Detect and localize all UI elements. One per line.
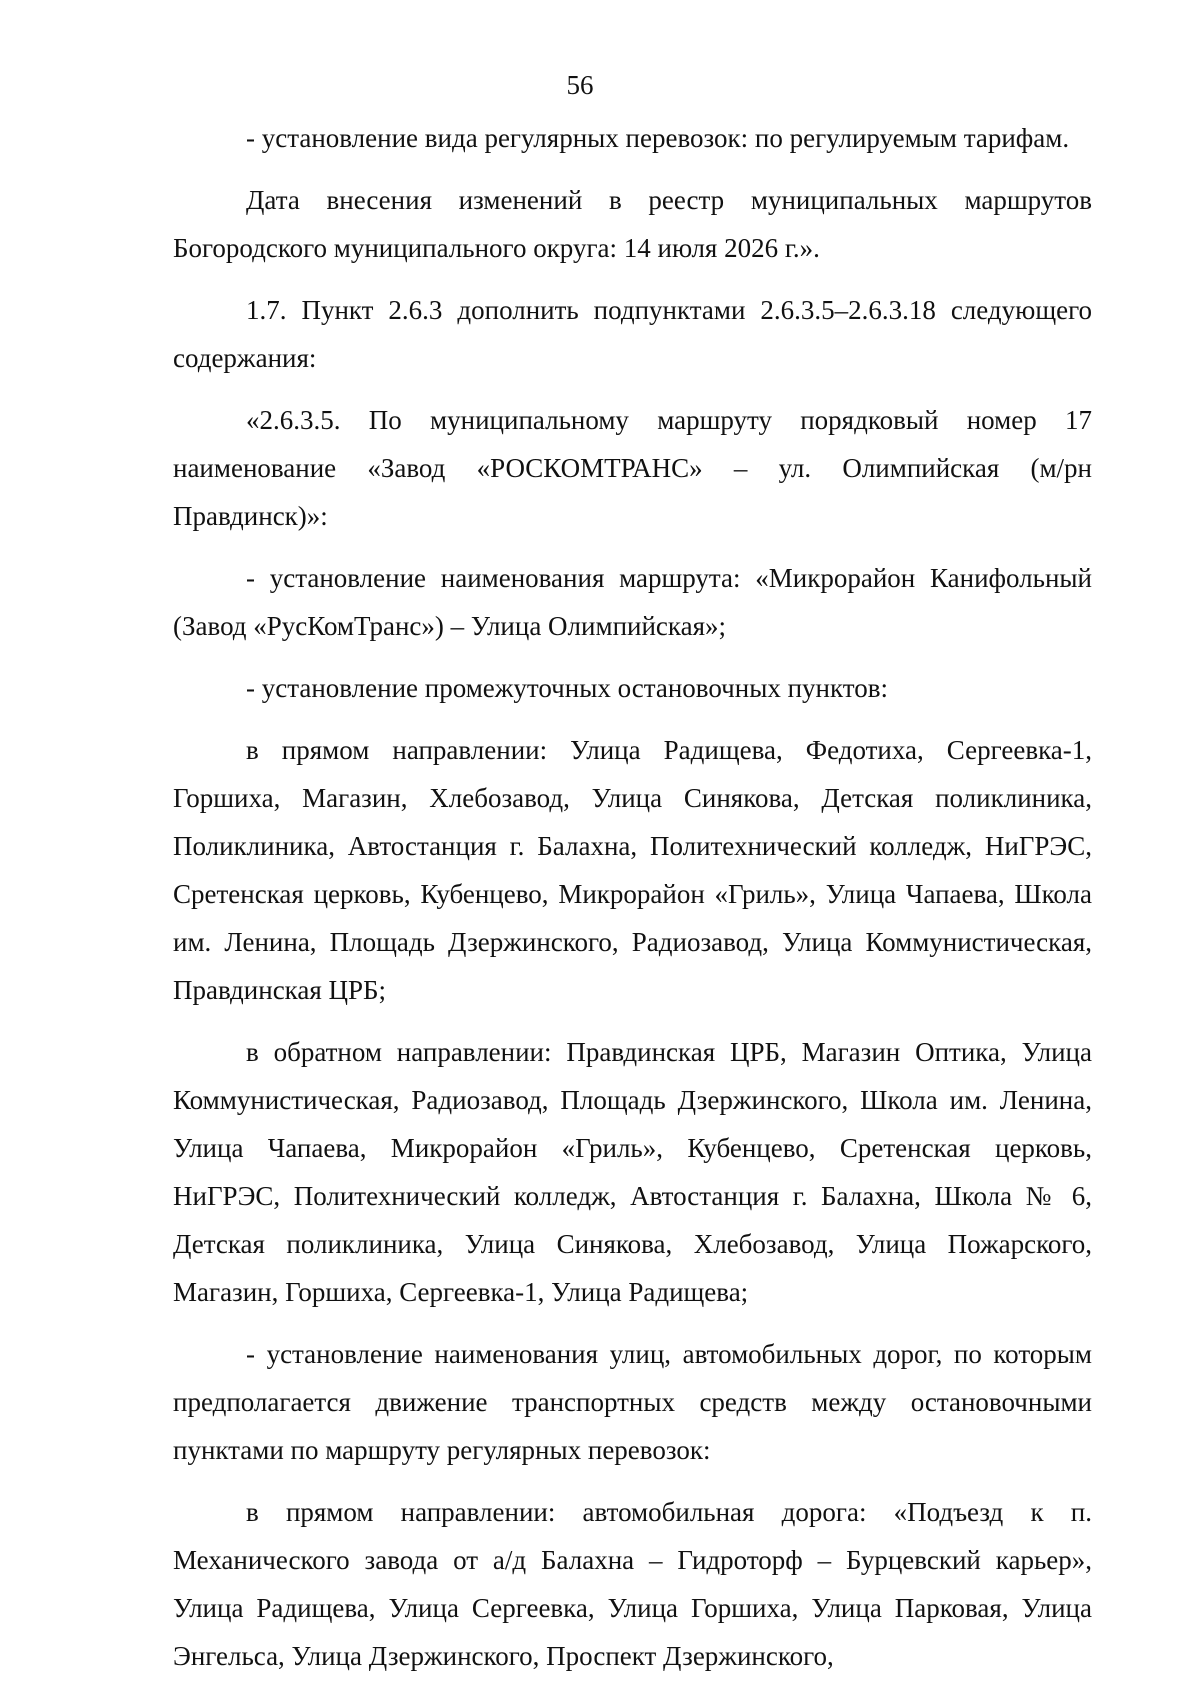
paragraph-intermediate-stops: - установление промежуточных остановочных пунктов: (246, 673, 888, 703)
paragraph-forward-streets: в прямом направлении: автомобильная дорога: «Подъезд к п. Механического завода от а/д Балахна – Гидроторф – Бурцевский карьер», Улица Радищева, Улица Сергеевка, Улица Горшиха, Улица Парковая, Улица Энгельса, Улица Дзержинского, Проспект Дзержинского, (173, 1497, 1092, 1671)
paragraph-streets-heading: - установление наименования улиц, автомобильных дорог, по которым предполагается движение транспортных средств между остановочными пунктами по маршруту регулярных перевозок: (173, 1339, 1092, 1465)
paragraph-route-17: «2.6.3.5. По муниципальному маршруту порядковый номер 17 наименование «Завод «РОСКОМТРАНС» – ул. Олимпийская (м/рн Правдинск)»: (173, 405, 1092, 531)
paragraph-route-name: - установление наименования маршрута: «Микрорайон Канифольный (Завод «РусКомТранс») – Улица Олимпийская»; (173, 563, 1092, 641)
paragraph-registry-date: Дата внесения изменений в реестр муниципальных маршрутов Богородского муниципального округа: 14 июля 2026 г.». (173, 185, 1092, 263)
page-number: 56 (566, 70, 594, 100)
document-body (173, 114, 1092, 1694)
paragraph-tariff: - установление вида регулярных перевозок: по регулируемым тарифам. (246, 123, 1070, 153)
paragraph-reverse-stops: в обратном направлении: Правдинская ЦРБ, Магазин Оптика, Улица Коммунистическая, Радиозавод, Площадь Дзержинского, Школа им. Ленина, Улица Чапаева, Микрорайон «Гриль», Кубенцево, Сретенская церковь, НиГРЭС, Политехнический колледж, Автостанция г. Балахна, Школа № 6, Детская поликлиника, Улица Синякова, Хлебозавод, Улица Пожарского, Магазин, Горшиха, Сергеевка-1, Улица Радищева; (173, 1037, 1092, 1307)
paragraph-clause-1-7: 1.7. Пункт 2.6.3 дополнить подпунктами 2.6.3.5–2.6.3.18 следующего содержания: (173, 295, 1092, 373)
paragraph-forward-stops: в прямом направлении: Улица Радищева, Федотиха, Сергеевка-1, Горшиха, Магазин, Хлебозавод, Улица Синякова, Детская поликлиника, Поликлиника, Автостанция г. Балахна, Политехнический колледж, НиГРЭС, Сретенская церковь, Кубенцево, Микрорайон «Гриль», Улица Чапаева, Школа им. Ленина, Площадь Дзержинского, Радиозавод, Улица Коммунистическая, Правдинская ЦРБ; (173, 735, 1092, 1005)
